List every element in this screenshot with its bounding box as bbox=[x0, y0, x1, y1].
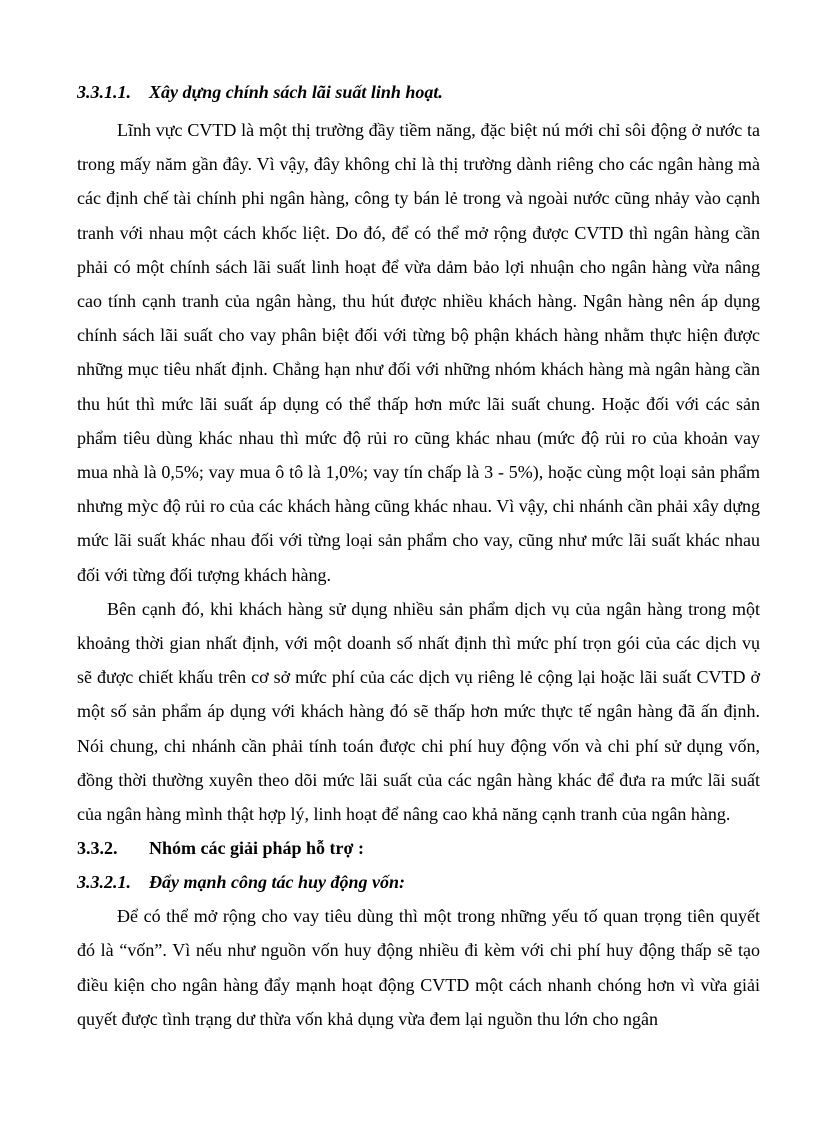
paragraph-package-fees: Bên cạnh đó, khi khách hàng sử dụng nhiều sản phẩm dịch vụ của ngân hàng trong một khoảng thời gian nhất định, với một doanh số nhất định thì mức phí trọn gói của các dịch vụ sẽ được chiết khấu trên cơ sở mức phí của các dịch vụ riêng lẻ cộng lại hoặc lãi suất CVTD ở một số sản phẩm áp dụng với khách hàng đó sẽ thấp hơn mức thực tế ngân hàng đã ấn định. Nói chung, chi nhánh cần phải tính toán được chi phí huy động vốn và chi phí sử dụng vốn, đồng thời thường xuyên theo dõi mức lãi suất của các ngân hàng khác để đưa ra mức lãi suất của ngân hàng mình thật hợp lý, linh hoạt để nâng cao khả năng cạnh tranh của ngân hàng. bbox=[77, 598, 760, 825]
heading-3-3-1-1 bbox=[77, 75, 760, 109]
heading-title: Đẩy mạnh công tác huy động vốn: bbox=[149, 872, 406, 893]
heading-3-3-2-1 bbox=[77, 865, 760, 899]
heading-number: 3.3.2.1. bbox=[77, 872, 131, 893]
paragraph-capital-mobilization: Để có thể mở rộng cho vay tiêu dùng thì một trong những yếu tố quan trọng tiên quyết đó là “vốn”. Vì nếu như nguồn vốn huy động nhiều đi kèm với chi phí huy động thấp sẽ tạo điều kiện cho ngân hàng đẩy mạnh hoạt động CVTD một cách nhanh chóng hơn vì vừa giải quyết được tình trạng dư thừa vốn khả dụng vừa đem lại nguồn thu lớn cho ngân bbox=[77, 906, 760, 1029]
heading-number: 3.3.1.1. bbox=[77, 82, 131, 102]
document-page bbox=[77, 75, 760, 1036]
heading-number: 3.3.2. bbox=[77, 838, 118, 859]
heading-3-3-2 bbox=[77, 831, 760, 865]
heading-title: Xây dựng chính sách lãi suất linh hoạt. bbox=[149, 82, 443, 102]
paragraph-interest-policy: Lĩnh vực CVTD là một thị trường đầy tiềm năng, đặc biệt nú mới chỉ sôi động ở nước ta trong mấy năm gần đây. Vì vậy, đây không chỉ là thị trường dành riêng cho các ngân hàng mà các định chế tài chính phi ngân hàng, công ty bán lẻ trong và ngoài nước cũng nhảy vào cạnh tranh với nhau một cách khốc liệt. Do đó, để có thể mở rộng được CVTD thì ngân hàng cần phải có một chính sách lãi suất linh hoạt để vừa dảm bảo lợi nhuận cho ngân hàng vừa nâng cao tính cạnh tranh của ngân hàng, thu hút được nhiều khách hàng. Ngân hàng nên áp dụng chính sách lãi suất cho vay phân biệt đối với từng bộ phận khách hàng nhằm thực hiện được những mục tiêu nhất định. Chẳng hạn như đối với những nhóm khách hàng mà ngân hàng cần thu hút thì mức lãi suất áp dụng có thể thấp hơn mức lãi suất chung. Hoặc đối với các sản phẩm tiêu dùng khác nhau thì mức độ rủi ro cũng khác nhau (mức độ rủi ro của khoản vay mua nhà là 0,5%; vay mua ô tô là 1,0%; vay tín chấp là 3 - 5%), hoặc cùng một loại sản phẩm nhưng mỳc độ rủi ro của các khách hàng cũng khác nhau. Vì vậy, chi nhánh cần phải xây dựng mức lãi suất khác nhau đối với từng loại sản phẩm cho vay, cũng như mức lãi suất khác nhau đối với từng đối tượng khách hàng. bbox=[77, 120, 760, 585]
heading-title: Nhóm các giải pháp hỗ trợ : bbox=[149, 838, 364, 859]
